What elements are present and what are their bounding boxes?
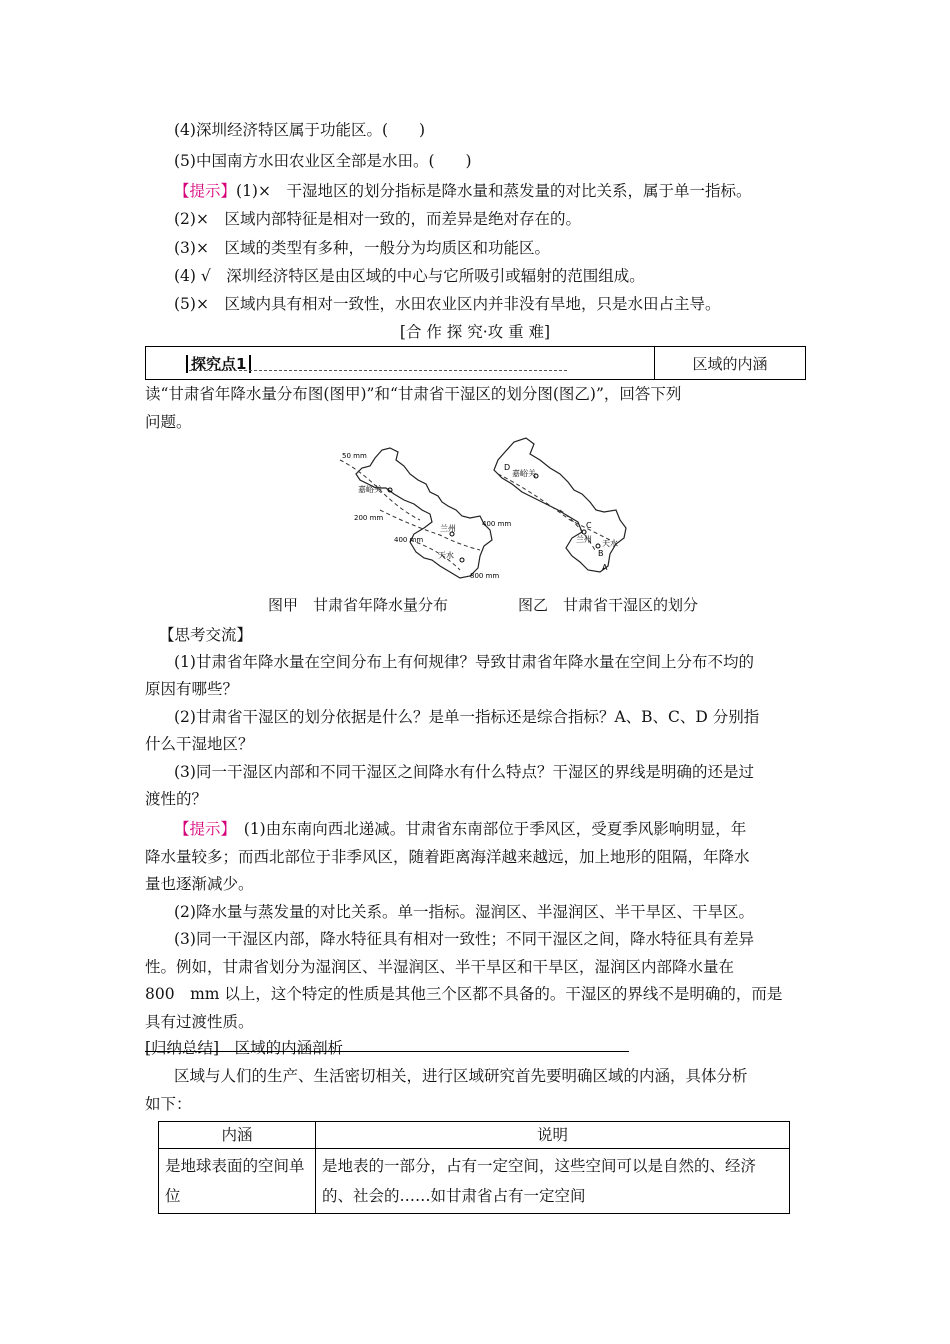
city-lanzhou-a: 兰州 (440, 524, 456, 533)
hint2-a3-line-4: 具有过渡性质。 (145, 1013, 254, 1031)
hint2-a1-line-3: 量也逐渐减少。 (145, 875, 254, 893)
explore-topic: 区域的内涵 (655, 347, 806, 380)
summary-title: [归纳总结] 区域的内涵剖析 (145, 1039, 344, 1057)
think-q3-line-2: 渡性的？ (145, 790, 208, 808)
iso-50: 50 mm (342, 452, 367, 460)
hint-answer-1: (1)× 干湿地区的划分指标是降水量和蒸发量的对比关系，属于单一指标。 (236, 182, 752, 200)
map-precipitation (340, 448, 511, 580)
caption-map-b: 图乙 甘肃省干湿区的划分 (518, 596, 699, 614)
hint2-a1-line-2: 降水量较多；而西北部位于非季风区，随着距离海洋越来越远，加上地形的阻隔，年降水 (145, 848, 750, 866)
intro-line-2: 问题。 (145, 413, 192, 431)
iso-200: 200 mm (354, 514, 384, 522)
hint2-line-1 (174, 817, 746, 839)
hint2-a2: (2)降水量与蒸发量的对比关系。单一指标。湿润区、半湿润区、半干旱区、干旱区。 (174, 903, 754, 921)
connotation-table (158, 1121, 790, 1214)
think-q3-line-1: (3)同一干湿区内部和不同干湿区之间降水有什么特点？干湿区的界线是明确的还是过 (174, 763, 754, 781)
zone-a-label: A (602, 563, 608, 572)
city-jiayuguan-b: 嘉峪关 (512, 469, 536, 478)
judge-question-5: (5)中国南方水田农业区全部是水田。( ) (174, 152, 472, 170)
city-tianshui-b: 天水 (602, 539, 618, 548)
map-b-outline (494, 438, 626, 572)
intro-line-1: 读“甘肃省年降水量分布图(图甲)”和“甘肃省干湿区的划分图(图乙)”，回答下列 (145, 385, 682, 403)
section-title: [合 作 探 究·攻 重 难] (399, 323, 551, 341)
hint2-a3-line-1: (3)同一干湿区内部，降水特征具有相对一致性；不同干湿区之间，降水特征具有差异 (174, 930, 754, 948)
hint-tag: 【提示】 (174, 182, 237, 200)
zone-d-label: D (504, 463, 511, 472)
table-cell-explanation: 是地表的一部分，占有一定空间，这些空间可以是自然的、经济的、社会的……如甘肃省占有一定空间 (316, 1149, 790, 1214)
think-q1-line-1: (1)甘肃省年降水量在空间分布上有何规律？导致甘肃省年降水量在空间上分布不均的 (174, 653, 754, 671)
caption-map-a: 图甲 甘肃省年降水量分布 (268, 596, 449, 614)
summary-line-1: 区域与人们的生产、生活密切相关，进行区域研究首先要明确区域的内涵，具体分析 (174, 1067, 748, 1085)
judge-question-4: (4)深圳经济特区属于功能区。( ) (174, 121, 426, 139)
think-q1-line-2: 原因有哪些？ (145, 680, 239, 698)
gansu-maps-figure (320, 430, 650, 590)
iso-800: 800 mm (470, 572, 500, 580)
explore-dash-rule (189, 370, 567, 371)
city-tianshui-a: 天水 (438, 551, 454, 560)
explore-label: 探究点1 (186, 355, 251, 373)
zone-c-label: C (586, 521, 592, 530)
hint-answer-4: (4) √ 深圳经济特区是由区域的中心与它所吸引或辐射的范围组成。 (174, 267, 645, 285)
iso-400-right: 400 mm (482, 520, 512, 528)
city-jiayuguan-a: 嘉峪关 (358, 485, 382, 494)
hint-answer-5: (5)× 区域内具有相对一致性，水田农业区内并非没有旱地，只是水田占主导。 (174, 295, 721, 313)
hint2-tag: 【提示】 (174, 820, 229, 838)
table-cell-connotation: 是地球表面的空间单位 (159, 1149, 316, 1214)
iso-400-left: 400 mm (394, 536, 424, 544)
hint-answer-2: (2)× 区域内部特征是相对一致的，而差异是绝对存在的。 (174, 210, 581, 228)
summary-line-2: 如下： (145, 1095, 192, 1113)
think-title: 【思考交流】 (159, 626, 253, 644)
table-header-explanation: 说明 (316, 1122, 790, 1149)
table-header-connotation: 内涵 (159, 1122, 316, 1149)
map-a-outline (356, 448, 492, 578)
summary-rule (145, 1051, 629, 1052)
explore-header (145, 346, 806, 380)
think-q2-line-1: (2)甘肃省干湿区的划分依据是什么？是单一指标还是综合指标？A、B、C、D 分别指 (174, 708, 760, 726)
hint-block-1 (174, 179, 751, 201)
zone-b-label: B (598, 549, 604, 558)
table-row (159, 1149, 790, 1214)
hint2-a1-line-1: (1)由东南向西北递减。甘肃省东南部位于季风区，受夏季风影响明显，年 (228, 820, 747, 838)
think-q2-line-2: 什么干湿地区？ (145, 735, 254, 753)
hint-answer-3: (3)× 区域的类型有多种，一般分为均质区和功能区。 (174, 239, 550, 257)
hint2-a3-line-3: 800 mm 以上，这个特定的性质是其他三个区都不具备的。干湿区的界线不是明确的，而是 (145, 985, 783, 1003)
city-lanzhou-b: 兰州 (576, 535, 592, 544)
hint2-a3-line-2: 性。例如，甘肃省划分为湿润区、半湿润区、半干旱区和干旱区，湿润区内部降水量在 (145, 958, 735, 976)
map-dry-wet-zones (494, 438, 626, 572)
